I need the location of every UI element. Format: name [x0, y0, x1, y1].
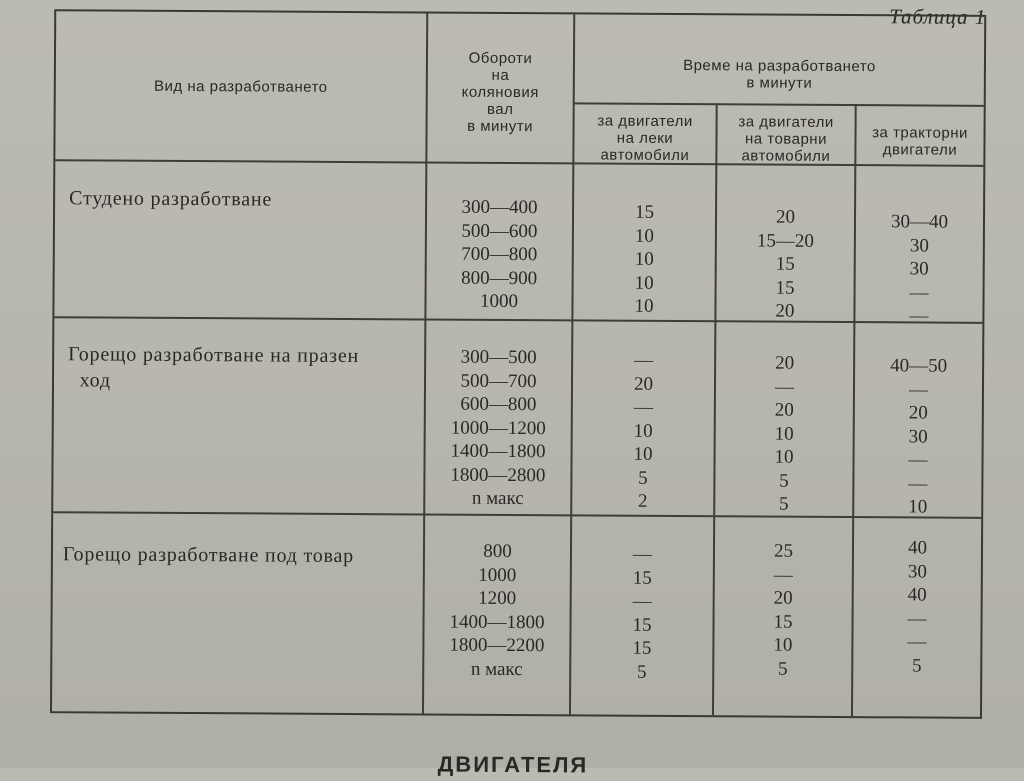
cell: 15—20 — [756, 229, 814, 252]
cell: 10 — [774, 446, 794, 468]
cell: 10 — [908, 496, 928, 518]
cell: — — [909, 281, 929, 304]
cell: 30 — [907, 560, 927, 583]
cell: 30—40 — [890, 211, 949, 233]
cell: 15 — [632, 614, 652, 636]
cell: 20 — [774, 399, 794, 421]
cell: — — [774, 376, 795, 398]
cell: 30 — [908, 425, 928, 448]
trucks-col-row-1 — [716, 205, 854, 323]
cell: 20 — [773, 587, 793, 609]
cell: 10 — [634, 272, 654, 294]
cell: 1000 — [479, 290, 519, 313]
cell: 10 — [633, 420, 653, 442]
tractors-col-row-3 — [853, 536, 981, 678]
cell: — — [908, 449, 928, 471]
cell: 20 — [775, 300, 795, 322]
cell: 10 — [634, 248, 654, 270]
cell: — — [908, 472, 928, 495]
header-trucks: за двигатели на товарни автомобили — [738, 113, 834, 165]
rpm-col-row-2 — [425, 345, 571, 510]
cell: 40 — [907, 584, 927, 606]
cell: 1000 — [478, 564, 517, 586]
light-col-row-3 — [571, 542, 713, 684]
header-time: Време на разработването в минути — [683, 57, 876, 92]
trucks-col-row-3 — [714, 539, 852, 681]
cell: 30 — [909, 234, 929, 257]
rpm-col-row-3 — [424, 539, 570, 681]
cell: — — [909, 305, 929, 327]
cell: 5 — [778, 493, 789, 515]
table-caption: Таблица 1 — [889, 4, 987, 29]
cell: 600—800 — [460, 393, 537, 416]
rpm-col-row-1 — [426, 195, 572, 313]
cell: 15 — [775, 277, 795, 299]
header-rpm: Обороти на коляновия вал в минути — [461, 49, 539, 136]
cell: 5 — [636, 661, 647, 683]
run-in-table — [50, 9, 986, 719]
cell: 40 — [907, 537, 928, 559]
cell: 30 — [909, 258, 929, 280]
cell: 1000—1200 — [450, 417, 546, 439]
row-label-hot-load: Горещо разработване под товар — [62, 543, 355, 568]
cell: 800 — [483, 540, 512, 563]
cell: 5 — [911, 654, 922, 677]
cell: 800—900 — [461, 267, 538, 289]
cell: 1800—2200 — [449, 634, 545, 657]
cell: 1400—1800 — [449, 611, 545, 633]
cell: 15 — [632, 567, 652, 589]
cell: 1400—1800 — [450, 440, 546, 463]
cell: 10 — [634, 295, 654, 317]
cell: 40—50 — [890, 355, 948, 377]
header-subdivider — [573, 102, 984, 107]
cell: 20 — [775, 206, 796, 228]
header-tractors: за тракторни двигатели — [872, 124, 968, 159]
row-label-cold: Студено разработване — [69, 187, 273, 211]
cell: 20 — [775, 352, 795, 374]
cell: 10 — [634, 225, 654, 247]
cell: — — [633, 396, 653, 418]
cell: 300—400 — [461, 196, 538, 219]
cell: — — [907, 631, 927, 653]
cell: 10 — [774, 423, 794, 445]
cell: 10 — [773, 634, 793, 656]
cell: n макс — [471, 487, 524, 510]
cell: — — [773, 564, 793, 586]
cell: 15 — [773, 611, 793, 633]
light-col-row-1 — [573, 200, 715, 318]
cell: 5 — [638, 467, 648, 489]
cell: — — [908, 378, 929, 401]
cell: 25 — [773, 540, 794, 562]
cell: 15 — [632, 637, 652, 659]
cell: 20 — [908, 402, 928, 424]
cell: 2 — [637, 490, 648, 512]
cell: n макс — [470, 658, 523, 680]
cell: 1200 — [478, 587, 517, 610]
next-section-heading: ДВИГАТЕЛЯ — [437, 751, 589, 778]
cell: 5 — [777, 658, 788, 680]
cell: — — [632, 543, 653, 565]
tractors-col-row-1 — [855, 210, 983, 328]
cell: 15 — [634, 201, 655, 223]
light-col-row-2 — [572, 348, 714, 513]
cell: 15 — [775, 253, 795, 275]
cell: — — [634, 349, 654, 371]
cell: 500—600 — [461, 220, 538, 242]
cell: — — [632, 590, 652, 612]
tractors-col-row-2 — [854, 354, 982, 519]
header-light-cars: за двигатели на леки автомобили — [597, 112, 693, 165]
cell: 700—800 — [461, 243, 538, 266]
cell: 20 — [633, 373, 654, 395]
cell: 1800—2800 — [450, 464, 546, 486]
cell: — — [907, 607, 927, 630]
cell: 10 — [633, 443, 653, 465]
cell: 5 — [779, 470, 789, 492]
row-label-hot-idle: Горещо разработване на празен ход — [67, 343, 360, 392]
cell: 500—700 — [460, 370, 537, 392]
cell: 300—500 — [460, 346, 537, 369]
header-type: Вид на разработването — [154, 77, 328, 96]
trucks-col-row-2 — [715, 351, 853, 516]
